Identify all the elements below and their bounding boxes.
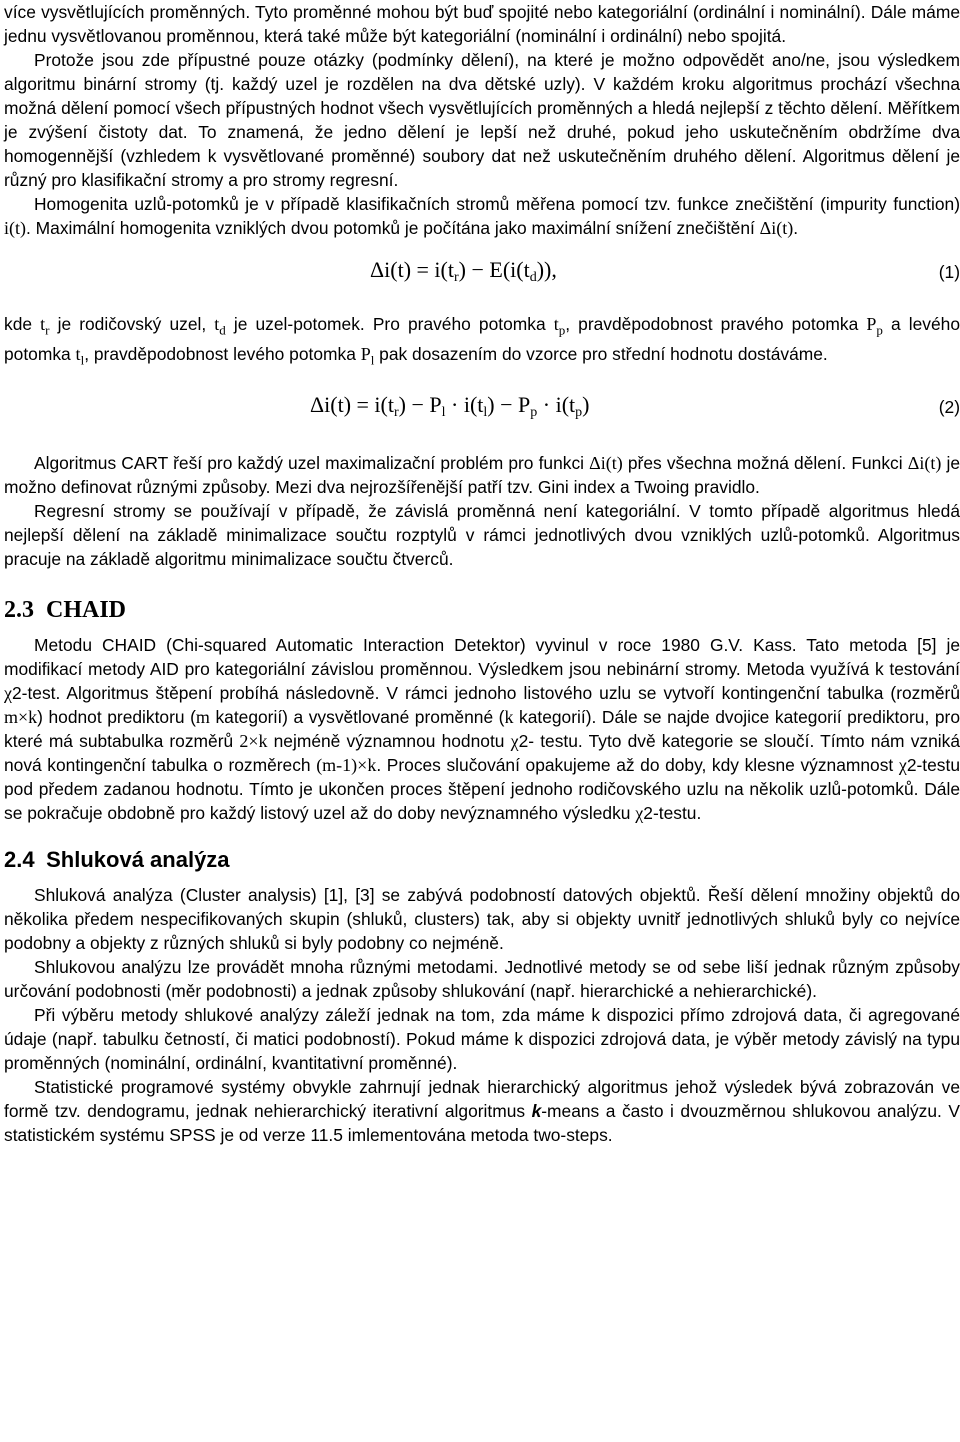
impurity-decrease-symbol: Δi(t) [759, 218, 794, 238]
paragraph-3: Homogenita uzlů-potomků je v případě klasifikačních stromů měřena pomocí tzv. funkce znečištění (impurity function) i(t). Maximální homogenita vzniklých dvou potomků je počítána jako maximální snížení znečištění Δi(t). [4, 194, 960, 238]
paragraph-8: Shluková analýza (Cluster analysis) [1], [3] se zabývá podobností datových objektů. Řeší dělení množiny objektů do několika předem nespecifikovaných skupin (shluků, clusters) tak, aby si objekty uvnitř jednotlivých shluků byly co nejvíce podobny a objekty z různých shluků si byly podobny co nejméně. [4, 884, 960, 953]
section-heading-2-3 [4, 597, 960, 623]
paragraph-1: více vysvětlujících proměnných. Tyto proměnné mohou být buď spojité nebo kategoriální (ordinální i nominální). Dále máme jednu vysvětlovanou proměnnou, která také může být kategoriální (nominální i ordinální) nebo spojitá. [4, 2, 960, 46]
equation-1 [4, 240, 960, 302]
equation-1-expression: $\Delta i(t) = i(t_r) - E(i(t_d))$, [370, 257, 557, 285]
equation-1-number: (1) [938, 262, 960, 282]
paragraph-2: Protože jsou zde přípustné pouze otázky (podmínky dělení), na které je možno odpovědět ano/ne, jsou výsledkem algoritmu binární stromy (tj. každý uzel je rozdělen na dva dětské uzly). V každém kroku algoritmus prochází všechna možná dělení pomocí všech přípustných hodnot všech vysvětlujících proměnných a hledá nejlepší z těchto dělení. Měřítkem je zvýšení čistoty dat. To znamená, že jedno dělení je lepší než druhé, pokud jeho uskutečněním obdržíme dva homogennější (vzhledem k vysvětlované proměnné) soubory dat než uskutečněním druhého dělení. Algoritmus dělení je různý pro klasifikační stromy a pro stromy regresní. [4, 50, 960, 190]
equation-2-number: (2) [938, 396, 960, 417]
section-number: 2.4 [4, 846, 35, 872]
paragraph-5: Algoritmus CART řeší pro každý uzel maximalizační problém pro funkci Δi(t) přes všechna možná dělení. Funkci Δi(t) je možno definovat různými způsoby. Mezi dva nejrozšířenější patří tzv. Gini index a Twoing pravidlo. [4, 452, 960, 497]
paragraph-9: Shlukovou analýzu lze provádět mnoha různými metodami. Jednotlivé metody se od sebe liší jednak různým způsoby určování podobnosti (měr podobnosti) a jednak způsoby shlukování (např. hierarchické a nehierarchické). [4, 956, 960, 1001]
paragraph-7: Metodu CHAID (Chi-squared Automatic Interaction Detektor) vyvinul v roce 1980 G.V. Kass. Tato metoda [5] je modifikací metody AID pro kategoriální závislou proměnnou. Výsledkem jsou nebinární stromy. Metoda využívá k testování χ2-test. Algoritmus štěpení probíhá následovně. V rámci jednoho listového uzlu se vytvoří kontingenční tabulka (rozměrů m×k) hodnot prediktoru (m kategorií) a vysvětlované proměnné (k kategorií). Dále se najde dvojice kategorií prediktoru, pro které má subtabulka rozměrů 2×k nejméně významnou hodnotu χ2- testu. Tyto dvě kategorie se sloučí. Tímto nám vzniká nová kontingenční tabulka o rozměrech (m-1)×k. Proces slučování opakujeme až do doby, kdy klesne významnost χ2-testu pod předem zadanou hodnotu. Tímto je ukončen proces štěpení jednoho rodičovského uzlu na několik uzlů-potomků. Dále se pokračuje obdobně pro každý listový uzel až do doby nevýznamného výsledku χ2-testu. [4, 634, 960, 823]
paragraph-4: kde $t_r$ je rodičovský uzel, $t_d$ je uzel-potomek. Pro pravého potomka $t_p$, pravděpodobnost pravého potomka $P_p$ a levého potomka $t_l$, pravděpodobnost levého potomka $P_l$ pak dosazením do vzorce pro střední hodnotu dostáváme. [4, 314, 960, 368]
paragraph-6: Regresní stromy se používají v případě, že závislá proměnná není kategoriální. V tomto případě algoritmus hledá nejlepší dělení na základě minimalizace součtu rozptylů v rámci jednotlivých dvou vzniklých uzlů-potomků. Algoritmus pracuje na základě algoritmu minimalizace součtu čtverců. [4, 500, 960, 569]
section-heading-2-4 [4, 847, 960, 873]
section-title: Shluková analýza [46, 846, 230, 872]
paragraph-11: Statistické programové systémy obvykle zahrnují jednak hierarchický algoritmus jehož výsledek bývá zobrazován ve formě tzv. dendogramu, jednak nehierarchický iterativní algoritmus k-means a často i dvouzměrnou shlukovou analýzu. V statistickém systému SPSS je od verze 11.5 imlementována metoda two-steps. [4, 1076, 960, 1145]
equation-2-expression: $\Delta i(t) = i(t_r) - P_l \cdot i(t_l) - P_p \cdot i(t_p)$ [310, 391, 590, 420]
k-means-k: k [531, 1100, 542, 1121]
section-title: CHAID [46, 596, 127, 623]
impurity-function-symbol: i(t) [4, 218, 26, 238]
equation-2 [4, 373, 960, 437]
section-number: 2.3 [4, 596, 34, 623]
paragraph-10: Při výběru metody shlukové analýzy záleží jednak na tom, zda máme k dispozici přímo zdrojová data, či agregované údaje (např. tabulku četností, či matici podobností). Pokud máme k dispozici zdrojová data, je výběr metody závislý na typu proměnných (nominální, ordinální, kvantitativní proměnné). [4, 1004, 960, 1073]
